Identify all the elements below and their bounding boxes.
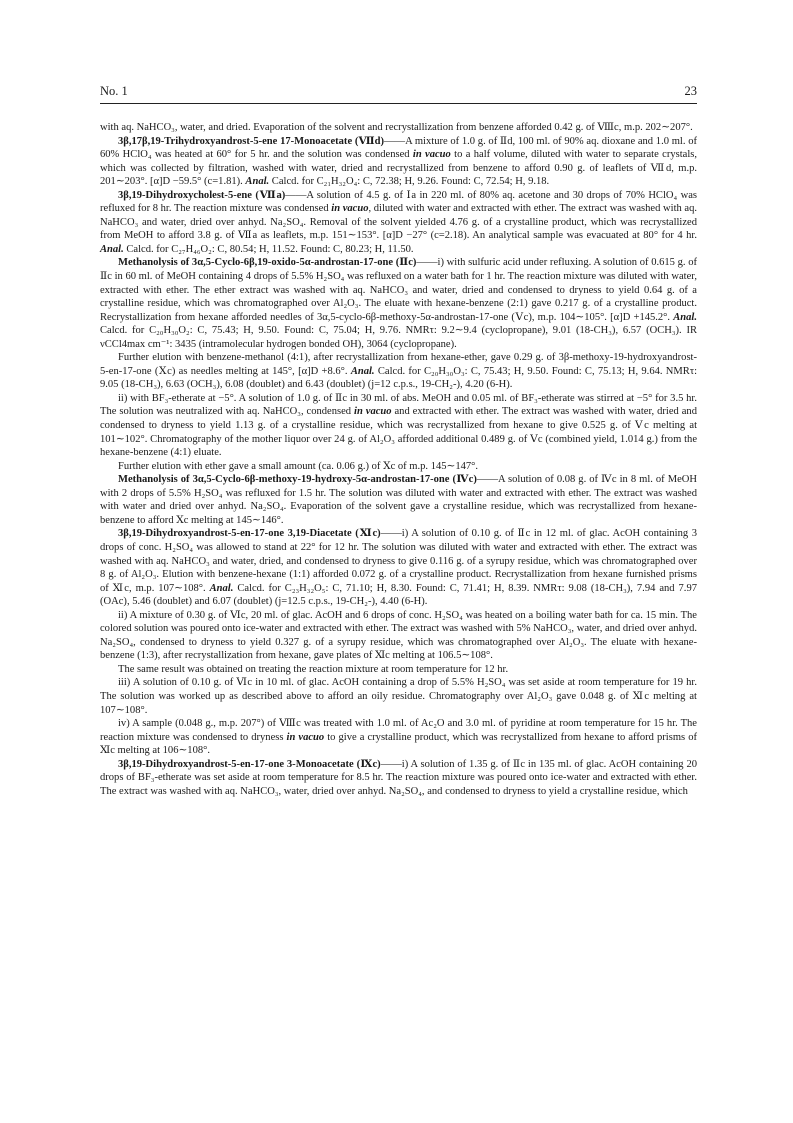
paragraph-text: ii) with BF₃-etherate at −5°. A solution of 1.0 g. of Ⅱc in 30 ml. of abs. MeOH and 0.05 ml. of BF₃-etherate was stirred at −5° for 3.5 hr. The solution was neutralized with aq. NaHCO₃, condensed in vacuo and extracted with ether. The extract was washed with water, dried and condensed to dryness to yield 1.13 g. of a crystalline residue, which was recrystallized from hexane to give 0.525 g. of Ⅴc melting at 101∼102°. Chromatography of the mother liquor over 24 g. of Al₂O₃ afforded additional 0.489 g. of Ⅴc (combined yield, 1.014 g.) from the hexane-benzene (4:1) eluate. — [100, 392, 697, 459]
paragraph — [100, 676, 697, 717]
paragraph-text: Further elution with ether gave a small amount (ca. 0.06 g.) of Ⅹc of m.p. 145∼147°. — [118, 460, 479, 472]
paragraph-title: 3β,19-Dihydroxyandrost-5-en-17-one 3,19-Diacetate (Ⅺc) — [118, 528, 381, 540]
paragraph — [100, 527, 697, 608]
paragraph-text: ——A solution of 0.08 g. of Ⅳc in 8 ml. of MeOH with 2 drops of 5.5% H₂SO₄ was refluxed for 1.5 hr. The solution was diluted with water and extracted with ether. The extract was washed with water and dried over anhyd. Na₂SO₄. Evaporation of the solvent gave a crystalline residue, which was recrystallized from hexane-benzene to afford Ⅹc melting at 145∼146°. — [100, 474, 697, 526]
paragraph — [100, 609, 697, 663]
paragraph-text: ——A solution of 4.5 g. of Ⅰa in 220 ml. of 80% aq. acetone and 30 drops of 70% HClO₄ was refluxed for 8 hr. The reaction mixture was condensed in vacuo, diluted with water and extracted with ether. The extract was washed with aq. NaHCO₃ and water, dried over anhyd. Na₂SO₄. Removal of the solvent yielded 4.76 g. of a crystalline product, which was recrystallized from MeOH to afford 3.8 g. of Ⅶa as leaflets, m.p. 151∼153°. [α]D −27° (c=2.18). An analytical sample was evacuated at 80° for 4 hr. Anal. Calcd. for C₂₇H₄₆O₂: C, 80.54; H, 11.52. Found: C, 80.23; H, 11.50. — [100, 189, 698, 255]
page-number: 23 — [684, 84, 697, 98]
header-rule — [100, 103, 697, 104]
paragraph — [100, 758, 697, 799]
paragraph — [100, 351, 697, 392]
paragraph-title: 3β,19-Dihydroxyandrost-5-en-17-one 3-Monoacetate (Ⅸc) — [118, 758, 381, 770]
page-header — [100, 84, 697, 104]
paragraph — [100, 473, 697, 527]
paragraph-title: Methanolysis of 3α,5-Cyclo-6β,19-oxido-5α-androstan-17-one (Ⅱc) — [118, 257, 417, 269]
paragraph-text: The same result was obtained on treating the reaction mixture at room temperature for 12 hr. — [118, 663, 509, 675]
paragraph-text: ——i) A solution of 0.10 g. of Ⅱc in 12 ml. of glac. AcOH containing 3 drops of conc. H₂SO₄ was allowed to stand at 22° for 12 hr. The solution was diluted with water and extracted with ether. The extract was washed with aq. NaHCO₃ and water, dried, and condensed to dryness to give 0.116 g. of a syrupy residue, which was chromatographed over 8 g. of Al₂O₃. Elution with benzene-hexane (1:1) afforded 0.072 g. of a crystalline product. Recrystallization from hexane furnished prisms of Ⅺc, m.p. 107∼108°. Anal. Calcd. for C₂₃H₃₂O₅: C, 71.10; H, 8.30. Found: C, 71.41; H, 8.39. NMRτ: 9.08 (18-CH₃), 7.94 and 7.97 (OAc), 5.46 (doublet) and 6.07 (doublet) (j=12.5 c.p.s., 19-CH₂-), 4.40 (6-H). — [100, 528, 697, 608]
paragraph-text: ——i) A solution of 1.35 g. of Ⅱc in 135 ml. of glac. AcOH containing 20 drops of BF₃-etherate was set aside at room temperature for 8.5 hr. The reaction mixture was poured onto ice-water and extracted with ether. The extract was washed with aq. NaHCO₃, water, dried over anhyd. Na₂SO₄, and condensed to dryness to yield a crystalline residue, which — [100, 758, 697, 797]
paragraph-title: 3β,17β,19-Trihydroxyandrost-5-ene 17-Monoacetate (Ⅶd) — [118, 135, 384, 147]
paragraph — [100, 189, 697, 257]
paragraph — [100, 460, 697, 474]
paragraph — [100, 717, 697, 758]
paragraph — [100, 121, 697, 135]
paragraph-text: ——A mixture of 1.0 g. of Ⅱd, 100 ml. of 90% aq. dioxane and 1.0 ml. of 60% HClO₄ was heated at 60° for 5 hr. and the solution was condensed in vacuo to a half volume, diluted with water to separate crystals, which was collected by filtration, washed with water, dried and recrystallized from benzene to afford 0.90 g. of leaflets of Ⅶd, m.p. 201∼203°. [α]D −59.5° (c=1.81). Anal. Calcd. for C₂₁H₃₂O₄: C, 72.38; H, 9.26. Found: C, 72.54; H, 9.18. — [100, 135, 697, 188]
paragraph-text: iv) A sample (0.048 g., m.p. 207°) of Ⅷc was treated with 1.0 ml. of Ac₂O and 3.0 ml. of pyridine at room temperature for 15 hr. The reaction mixture was condensed to dryness in vacuo to give a crystalline product, which was recrystallized from hexane to afford prisms of Ⅺc melting at 106∼108°. — [100, 718, 697, 757]
paragraph-text: Further elution with benzene-methanol (4:1), after recrystallization from hexane-ether, gave 0.29 g. of 3β-methoxy-19-hydroxyandrost-5-en-17-one (Ⅹc) as needles melting at 145°, [α]D +8.6°. Anal. Calcd. for C₂₀H₃₀O₃: C, 75.43; H, 9.50. Found: C, 75.13; H, 9.64. NMRτ: 9.05 (18-CH₃), 6.63 (OCH₃), 6.08 (doublet) and 6.43 (doublet) (j=12 c.p.s., 19-CH₂-), 4.20 (6-H). — [100, 352, 698, 391]
paragraph — [100, 256, 697, 351]
paragraph-text: ——i) with sulfuric acid under refluxing. A solution of 0.615 g. of Ⅱc in 60 ml. of MeOH containing 4 drops of 5.5% H₂SO₄ was refluxed on a water bath for 1 hr. The reaction mixture was diluted with water, extracted with ether. The ether extract was washed with aq. NaHCO₃ and water, dried and condensed to dryness to yield 0.64 g. of a crystalline residue, which was chromatographed over Al₂O₃. The eluate with hexane-benzene (2:1) gave 0.217 g. of a crystalline product. Recrystallization from hexane afforded needles of 3α,5-cyclo-6β-methoxy-5α-androstan-17-one (Ⅴc), m.p. 104∼105°. [α]D +145.2°. Anal. Calcd. for C₂₀H₃₀O₂: C, 75.43; H, 9.50. Found: C, 75.04; H, 9.76. NMRτ: 9.2∼9.4 (cyclopropane), 9.01 (18-CH₃), 6.57 (OCH₃). IR νCCl4max cm⁻¹: 3435 (intramolecular hydrogen bonded OH), 3064 (cyclopropane). — [100, 257, 697, 350]
article-body — [100, 121, 697, 798]
paragraph — [100, 663, 697, 677]
paragraph-title: Methanolysis of 3α,5-Cyclo-6β-methoxy-19-hydroxy-5α-androstan-17-one (Ⅳc) — [118, 474, 477, 486]
paragraph-text: with aq. NaHCO₃, water, and dried. Evaporation of the solvent and recrystallization from benzene afforded 0.42 g. of Ⅷc, m.p. 202∼207°. — [100, 122, 693, 133]
paragraph-text: ii) A mixture of 0.30 g. of Ⅵc, 20 ml. of glac. AcOH and 6 drops of conc. H₂SO₄ was heated on a boiling water bath for ca. 15 min. The colored solution was poured onto ice-water and extracted with ether. The extract was washed with 5% NaHCO₃, water, and dried over anhyd. Na₂SO₄, condensed to dryness to yield 0.327 g. of a syrupy residue, which was chromatographed over Al₂O₃. The eluate with hexane-benzene (1:3), after recrystallization from hexane, gave plates of Ⅺc melting at 106.5∼108°. — [100, 609, 697, 662]
paragraph-text: iii) A solution of 0.10 g. of Ⅵc in 10 ml. of glac. AcOH containing a drop of 5.5% H₂SO₄ was set aside at room temperature for 19 hr. The solution was worked up as described above to afford an oily residue. Chromatography over Al₂O₃ gave 0.048 g. of Ⅺc melting at 107∼108°. — [100, 677, 697, 716]
paragraph-title: 3β,19-Dihydroxycholest-5-ene (Ⅶa) — [118, 189, 286, 201]
issue-number: No. 1 — [100, 84, 128, 98]
paragraph — [100, 135, 697, 189]
paragraph — [100, 392, 697, 460]
